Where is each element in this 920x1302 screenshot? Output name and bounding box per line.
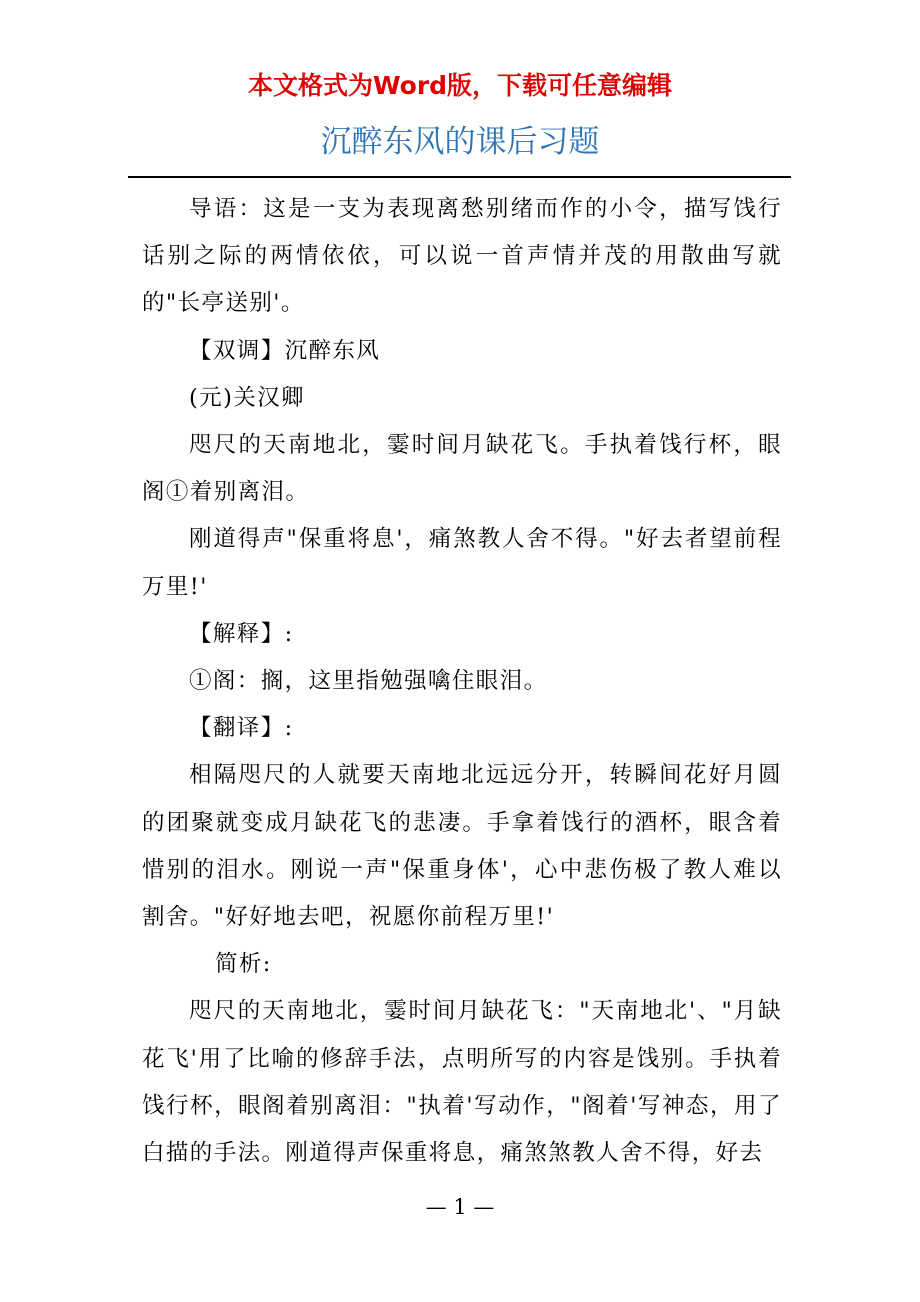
poem-line-2: 刚道得声"保重将息'，痛煞教人舍不得。"好去者望前程万里!': [142, 526, 782, 600]
translation-heading: 【翻译】:: [189, 715, 294, 742]
explanation-note: ①阁：搁，这里指勉强噙住眼泪。: [189, 668, 548, 695]
analysis-paragraph: 咫尺的天南地北，霎时间月缺花飞："天南地北'、"月缺花飞'用了比喻的修辞手法，点明所写的内容是饯别。手执着饯行杯，眼阁着别离泪："执着'写动作，"阁着'写神态，用了白描的手法。刚道得声保重将息，痛煞煞教人舍不得，好去: [142, 998, 782, 1167]
poem-tune-heading: 【双调】沉醉东风: [189, 337, 381, 364]
page-number: — 1 —: [425, 1195, 495, 1219]
translation-paragraph: 相隔咫尺的人就要天南地北远远分开，转瞬间花好月圆的团聚就变成月缺花飞的悲凄。手拿着饯行的酒杯，眼含着惜别的泪水。刚说一声"保重身体'，心中悲伤极了教人难以割舍。"好好地去吧，祝愿你前程万里!': [142, 762, 782, 931]
title-divider: [128, 176, 791, 178]
poem-line-1: 咫尺的天南地北，霎时间月缺花飞。手执着饯行杯，眼阁①着别离泪。: [142, 432, 782, 506]
analysis-heading: 简析:: [215, 951, 272, 978]
document-body: [142, 186, 782, 1177]
format-notice-banner: 本文格式为Word版，下载可任意编辑: [247, 71, 673, 100]
intro-paragraph: 导语：这是一支为表现离愁别绪而作的小令，描写饯行话别之际的两情依依，可以说一首声情并茂的用散曲写就的"长亭送别'。: [142, 196, 782, 317]
poem-author: (元)关汉卿: [189, 384, 305, 411]
explanation-heading: 【解释】:: [189, 620, 294, 647]
document-title: 沉醉东风的课后习题: [320, 124, 600, 160]
